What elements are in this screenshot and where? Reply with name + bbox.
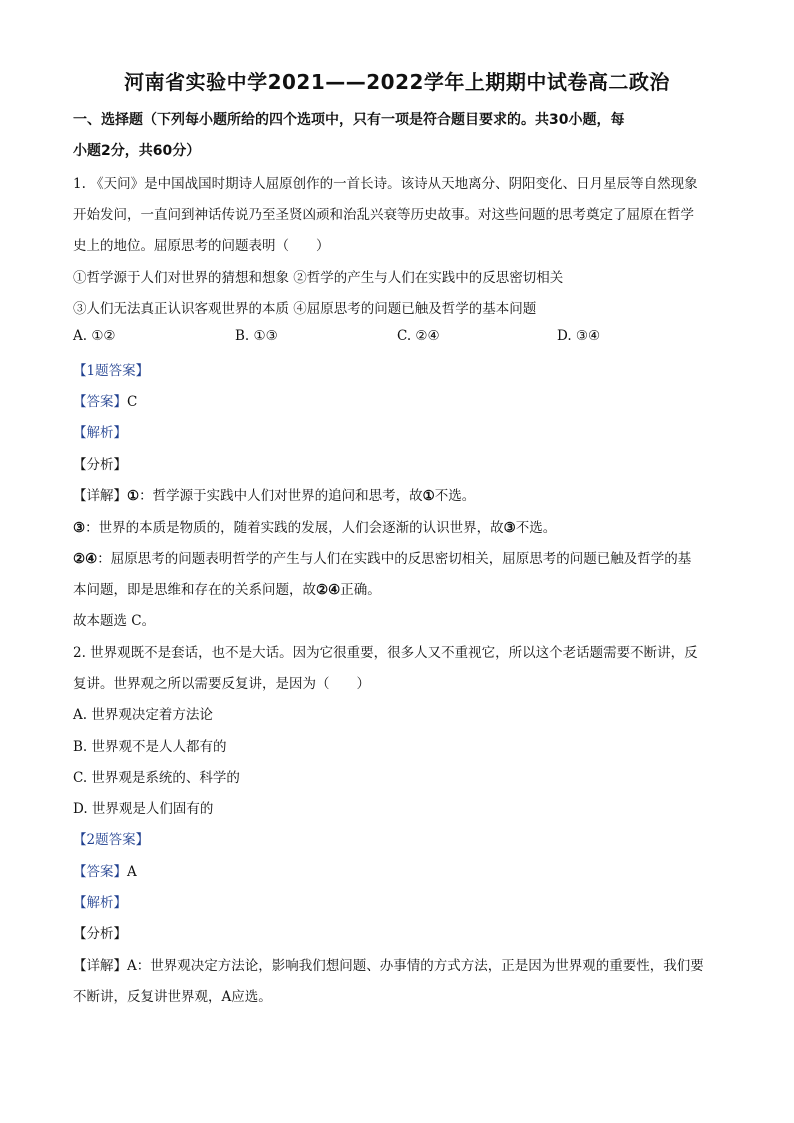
q1-detail-mark-3: ②④ <box>73 551 98 567</box>
q1-answer-label: 【答案】 <box>73 394 127 410</box>
q2-option-c: C. 世界观是系统的、科学的 <box>73 770 240 786</box>
q1-detail-line-1 <box>73 484 475 504</box>
q1-stem-line-1: 1. 《天问》是中国战国时期诗人屈原创作的一首长诗。该诗从天地离分、阴阳变化、日月星辰等自然现象 <box>73 176 698 192</box>
q1-detail-label: 【详解】 <box>73 488 127 504</box>
q2-option-b: B. 世界观不是人人都有的 <box>73 739 227 755</box>
q1-detail-mark-1: ① <box>127 488 140 504</box>
q1-statement-line-1: ①哲学源于人们对世界的猜想和想象 ②哲学的产生与人们在实践中的反思密切相关 <box>73 270 564 286</box>
q1-statement-line-2: ③人们无法真正认识客观世界的本质 ④屈原思考的问题已触及哲学的基本问题 <box>73 301 537 317</box>
q1-detail-mark-2: ③ <box>73 520 86 536</box>
q1-detail-text-1b: 不选。 <box>434 488 476 504</box>
q1-detail-text-4b: 正确。 <box>340 582 381 598</box>
q2-detail-label: 【详解】 <box>73 958 127 974</box>
q1-conclusion: 故本题选 C。 <box>73 613 156 629</box>
q1-detail-line-4 <box>73 578 381 598</box>
q1-stem-line-3: 史上的地位。屈原思考的问题表明（ ） <box>73 238 330 254</box>
q1-answer-value: C <box>127 394 138 410</box>
q1-answer <box>73 390 137 410</box>
q1-detail-line-2 <box>73 516 556 536</box>
q1-detail-text-1a: ：哲学源于实践中人们对世界的追问和思考，故 <box>139 488 423 504</box>
q2-answer-value: A <box>127 864 137 880</box>
q2-answer-label: 【答案】 <box>73 864 127 880</box>
q1-detail-line-3 <box>73 547 691 567</box>
q2-stem-line-1: 2. 世界观既不是套话，也不是大话。因为它很重要，很多人又不重视它，所以这个老话题需要不断讲，反 <box>73 645 698 661</box>
q1-fenxi-label: 【分析】 <box>73 457 127 473</box>
section-heading-line-2: 小题2分，共60分） <box>73 143 201 159</box>
q1-detail-text-2b: 不选。 <box>515 520 557 536</box>
q1-detail-text-2a: ：世界的本质是物质的，随着实践的发展，人们会逐渐的认识世界，故 <box>85 520 504 536</box>
q2-analysis-label: 【解析】 <box>73 895 127 911</box>
q2-answer <box>73 860 137 880</box>
q2-stem-line-2: 复讲。世界观之所以需要反复讲，是因为（ ） <box>73 676 370 692</box>
page-title: 河南省实验中学2021——2022学年上期期中试卷高二政治 <box>124 70 670 94</box>
q1-option-d: D. ③④ <box>557 328 601 344</box>
q1-detail-text-3a: ：屈原思考的问题表明哲学的产生与人们在实践中的反思密切相关，屈原思考的问题已触及哲学的基 <box>97 551 692 567</box>
q2-fenxi-label: 【分析】 <box>73 926 127 942</box>
q1-analysis-label: 【解析】 <box>73 425 127 441</box>
q1-answer-tag: 【1题答案】 <box>73 363 150 379</box>
q2-option-d: D. 世界观是人们固有的 <box>73 801 214 817</box>
q2-detail-text-1: A：世界观决定方法论，影响我们想问题、办事情的方式方法，正是因为世界观的重要性，我们要 <box>127 958 704 974</box>
section-heading-line-1: 一、选择题（下列每小题所给的四个选项中，只有一项是符合题目要求的。共30小题，每 <box>73 112 625 128</box>
q2-answer-tag: 【2题答案】 <box>73 832 150 848</box>
q2-detail-line-2: 不断讲，反复讲世界观，A应选。 <box>73 989 272 1005</box>
q1-stem-line-2: 开始发问，一直问到神话传说乃至圣贤凶顽和治乱兴衰等历史故事。对这些问题的思考奠定了屈原在哲学 <box>73 207 694 223</box>
q1-option-c: C. ②④ <box>397 328 440 344</box>
q1-option-b: B. ①③ <box>235 328 278 344</box>
q1-detail-mark-2b: ③ <box>503 520 516 536</box>
q2-detail-line-1 <box>73 954 704 974</box>
q2-option-a: A. 世界观决定着方法论 <box>73 707 213 723</box>
q1-option-a: A. ①② <box>73 328 116 344</box>
q1-detail-mark-1b: ① <box>422 488 435 504</box>
q1-detail-text-4a: 本问题，即是思维和存在的关系问题，故 <box>73 582 316 598</box>
q1-detail-mark-4: ②④ <box>316 582 341 598</box>
